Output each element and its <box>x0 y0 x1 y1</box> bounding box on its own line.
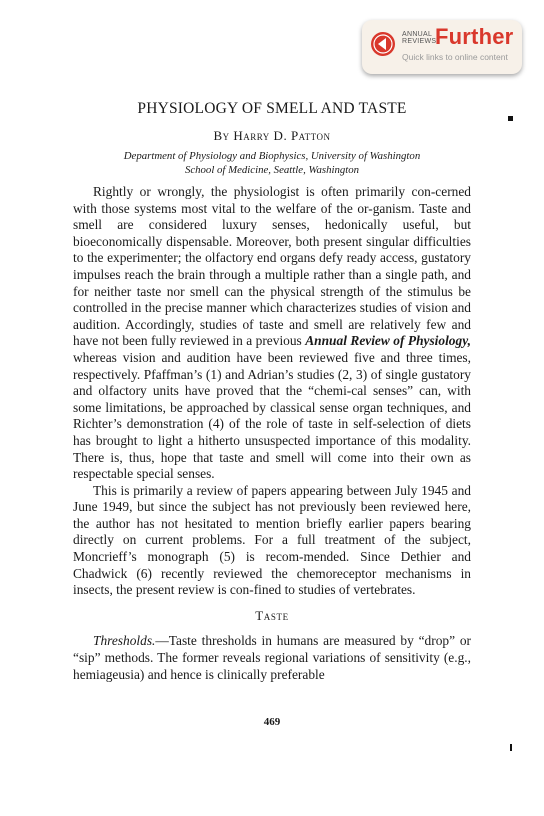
journal-name: Annual Review of Physiology, <box>305 333 471 349</box>
badge-annual-text: ANNUAL <box>402 31 433 38</box>
paragraph-3 <box>73 633 471 683</box>
paragraph-2: This is primarily a review of papers appearing between July 1945 and June 1949, but since the subject has not previously been reviewed here, the author has not hesitated to mention briefly earlier papers bearing directly on current problems. For a full treatment of the subject, Moncrieff’s monograph (5) is recom-mended. Since Dethier and Chadwick (6) recently reviewed the chemoreceptor mechanisms in insects, the present review is con-fined to studies of vertebrates. <box>73 482 471 598</box>
affiliation-line-2: School of Medicine, Seattle, Washington <box>184 164 360 176</box>
back-arrow-circle-icon <box>370 31 396 57</box>
paragraph-3-lead: Thresholds. <box>93 633 156 649</box>
annual-reviews-further-badge[interactable] <box>362 20 522 74</box>
paragraph-3-text: —Taste thresholds in humans are measured by “drop” or “sip” methods. The former reveals regional variations of sensitivity (e.g., hemiageusia) and hence is clinically preferable <box>73 633 471 682</box>
badge-further-word: Further <box>435 24 514 49</box>
margin-mark-bottom <box>510 744 512 751</box>
badge-subtitle: Quick links to online content <box>402 52 508 62</box>
paragraph-1 <box>73 184 471 483</box>
paragraph-1-text-a: Rightly or wrongly, the physiologist is often primarily con-cerned with those systems most vital to the welfare of the or-ganism. Taste and smell are considered luxury senses, hedonically useful, but bioeconomically dispensable. Moreover, both present singular difficulties to the experimenter; the olfactory end organs defy ready access, gustatory impulses reach the brain through a multiple rather than a single path, and for neither taste nor smell can the physical strength of the stimulus be controlled in the precise manner which characterizes studies of vision and audition. Accordingly, studies of taste and smell are relatively few and have not been fully reviewed in a previous <box>73 184 471 349</box>
badge-reviews-text: REVIEWS <box>402 38 437 45</box>
paragraph-1-text-b: whereas vision and audition have been reviewed five and three times, respectively. Pfaffman’s (1) and Adrian’s studies (2, 3) of single gustatory and olfactory units have proved that the “chemi-cal senses” can, with some limitations, be approached by classical sense organ techniques, and Richter’s demonstration (4) of the role of taste in self-selection of diets has brought to light a hitherto unsuspected importance of this modality. There is, thus, hope that taste and smell will come into their own as respectable special senses. <box>73 349 471 482</box>
page-number: 469 <box>263 716 281 728</box>
section-heading-taste: Taste <box>255 607 289 623</box>
article-title: PHYSIOLOGY OF SMELL AND TASTE <box>137 100 407 117</box>
article-author: By Harry D. Patton <box>213 128 331 143</box>
badge-publisher <box>402 31 436 45</box>
affiliation-line-1: Department of Physiology and Biophysics, University of Washington <box>123 150 421 162</box>
article-body <box>73 184 471 683</box>
